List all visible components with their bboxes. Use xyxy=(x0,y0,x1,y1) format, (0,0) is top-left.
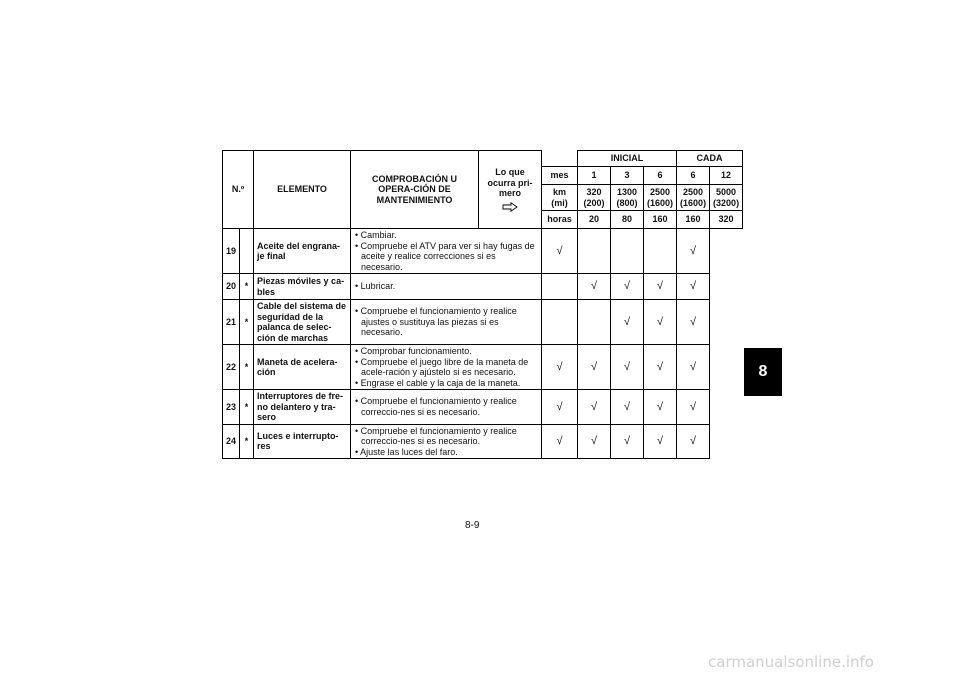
header-every: CADA xyxy=(677,151,743,167)
page-number: 8-9 xyxy=(465,520,480,531)
interval-check: √ xyxy=(542,424,578,459)
km-value: 5000 (3200) xyxy=(710,185,743,211)
item-number: 24 xyxy=(223,424,240,459)
operation-line: • Compruebe el ATV para ver si hay fugas de aceite y realice correcciones si es necesario. xyxy=(354,241,538,273)
table-row xyxy=(223,300,743,345)
item-number: 23 xyxy=(223,390,240,425)
interval-check: √ xyxy=(542,390,578,425)
km-value: 2500 (1600) xyxy=(677,185,710,211)
item-marker: * xyxy=(240,300,254,345)
item-element: Aceite del engrana-je final xyxy=(254,229,351,274)
operation-line: • Compruebe el funcionamiento y realice ajustes o sustituya las piezas si es necesario. xyxy=(354,306,538,338)
mes-value: 3 xyxy=(611,167,644,185)
operation-line: • Compruebe el funcionamiento y realice correccio-nes si es necesario. xyxy=(354,396,538,417)
header-operation: COMPROBACIÓN U OPERA-CIÓN DE MANTENIMIENTO xyxy=(351,151,479,229)
arrow-right-icon xyxy=(502,202,518,212)
item-number: 20 xyxy=(223,274,240,300)
item-operations xyxy=(351,390,542,425)
item-marker: * xyxy=(240,274,254,300)
operation-line: • Cambiar. xyxy=(354,230,538,241)
item-number: 19 xyxy=(223,229,240,274)
table-row xyxy=(223,229,743,274)
interval-check xyxy=(644,229,677,274)
operation-line: • Compruebe el funcionamiento y realice correccio-nes si es necesario. xyxy=(354,426,538,447)
item-element: Maneta de acelera-ción xyxy=(254,345,351,390)
km-value: 320 (200) xyxy=(578,185,611,211)
interval-check: √ xyxy=(644,424,677,459)
header-first-label: Lo que ocurra pri-mero xyxy=(487,167,533,199)
horas-value: 160 xyxy=(677,211,710,229)
item-element: Luces e interrupto-res xyxy=(254,424,351,459)
table-row xyxy=(223,274,743,300)
mes-value: 12 xyxy=(710,167,743,185)
interval-check: √ xyxy=(677,424,710,459)
interval-check: √ xyxy=(611,345,644,390)
chapter-tab: 8 xyxy=(744,348,782,396)
header-first xyxy=(479,151,542,229)
item-marker: * xyxy=(240,424,254,459)
table-row xyxy=(223,390,743,425)
mes-value: 6 xyxy=(644,167,677,185)
interval-check: √ xyxy=(677,345,710,390)
interval-check xyxy=(578,229,611,274)
interval-check xyxy=(611,229,644,274)
horas-value: 160 xyxy=(644,211,677,229)
interval-check: √ xyxy=(578,390,611,425)
item-element: Interruptores de fre-no delantero y tra-sero xyxy=(254,390,351,425)
horas-value: 320 xyxy=(710,211,743,229)
interval-check: √ xyxy=(611,424,644,459)
interval-check: √ xyxy=(677,390,710,425)
interval-check xyxy=(578,300,611,345)
header-element: ELEMENTO xyxy=(254,151,351,229)
interval-check: √ xyxy=(611,390,644,425)
table-row xyxy=(223,345,743,390)
maintenance-rows xyxy=(223,229,743,459)
interval-check: √ xyxy=(677,274,710,300)
km-value: 1300 (800) xyxy=(611,185,644,211)
operation-line: • Ajuste las luces del faro. xyxy=(354,447,538,458)
item-marker xyxy=(240,229,254,274)
interval-check: √ xyxy=(542,229,578,274)
watermark: carmanualsonline.info xyxy=(708,653,874,671)
interval-check: √ xyxy=(677,229,710,274)
interval-check: √ xyxy=(578,424,611,459)
item-operations xyxy=(351,300,542,345)
operation-line: • Comprobar funcionamiento. xyxy=(354,346,538,357)
horas-value: 80 xyxy=(611,211,644,229)
interval-check: √ xyxy=(542,345,578,390)
item-marker: * xyxy=(240,390,254,425)
item-element: Piezas móviles y ca-bles xyxy=(254,274,351,300)
item-element: Cable del sistema de seguridad de la palanca de selec-ción de marchas xyxy=(254,300,351,345)
interval-check: √ xyxy=(644,300,677,345)
interval-check: √ xyxy=(611,300,644,345)
interval-check: √ xyxy=(677,300,710,345)
header-num: N.º xyxy=(223,151,254,229)
horas-value: 20 xyxy=(578,211,611,229)
item-operations xyxy=(351,345,542,390)
mes-label: mes xyxy=(542,167,578,185)
interval-check xyxy=(542,300,578,345)
mes-value: 1 xyxy=(578,167,611,185)
header-initial: INICIAL xyxy=(578,151,677,167)
item-operations xyxy=(351,424,542,459)
interval-check: √ xyxy=(644,390,677,425)
km-label: km (mi) xyxy=(542,185,578,211)
operation-line: • Compruebe el juego libre de la maneta de acele-ración y ajústelo si es necesario. xyxy=(354,357,538,378)
item-number: 22 xyxy=(223,345,240,390)
operation-line: • Engrase el cable y la caja de la maneta. xyxy=(354,378,538,389)
interval-check: √ xyxy=(644,274,677,300)
maintenance-table xyxy=(222,150,743,459)
operation-line: • Lubricar. xyxy=(354,281,538,292)
km-value: 2500 (1600) xyxy=(644,185,677,211)
mes-value: 6 xyxy=(677,167,710,185)
item-marker: * xyxy=(240,345,254,390)
interval-check: √ xyxy=(578,345,611,390)
interval-check xyxy=(542,274,578,300)
table-row xyxy=(223,424,743,459)
interval-check: √ xyxy=(578,274,611,300)
item-number: 21 xyxy=(223,300,240,345)
interval-check: √ xyxy=(644,345,677,390)
item-operations xyxy=(351,274,542,300)
item-operations xyxy=(351,229,542,274)
interval-check: √ xyxy=(611,274,644,300)
horas-label: horas xyxy=(542,211,578,229)
